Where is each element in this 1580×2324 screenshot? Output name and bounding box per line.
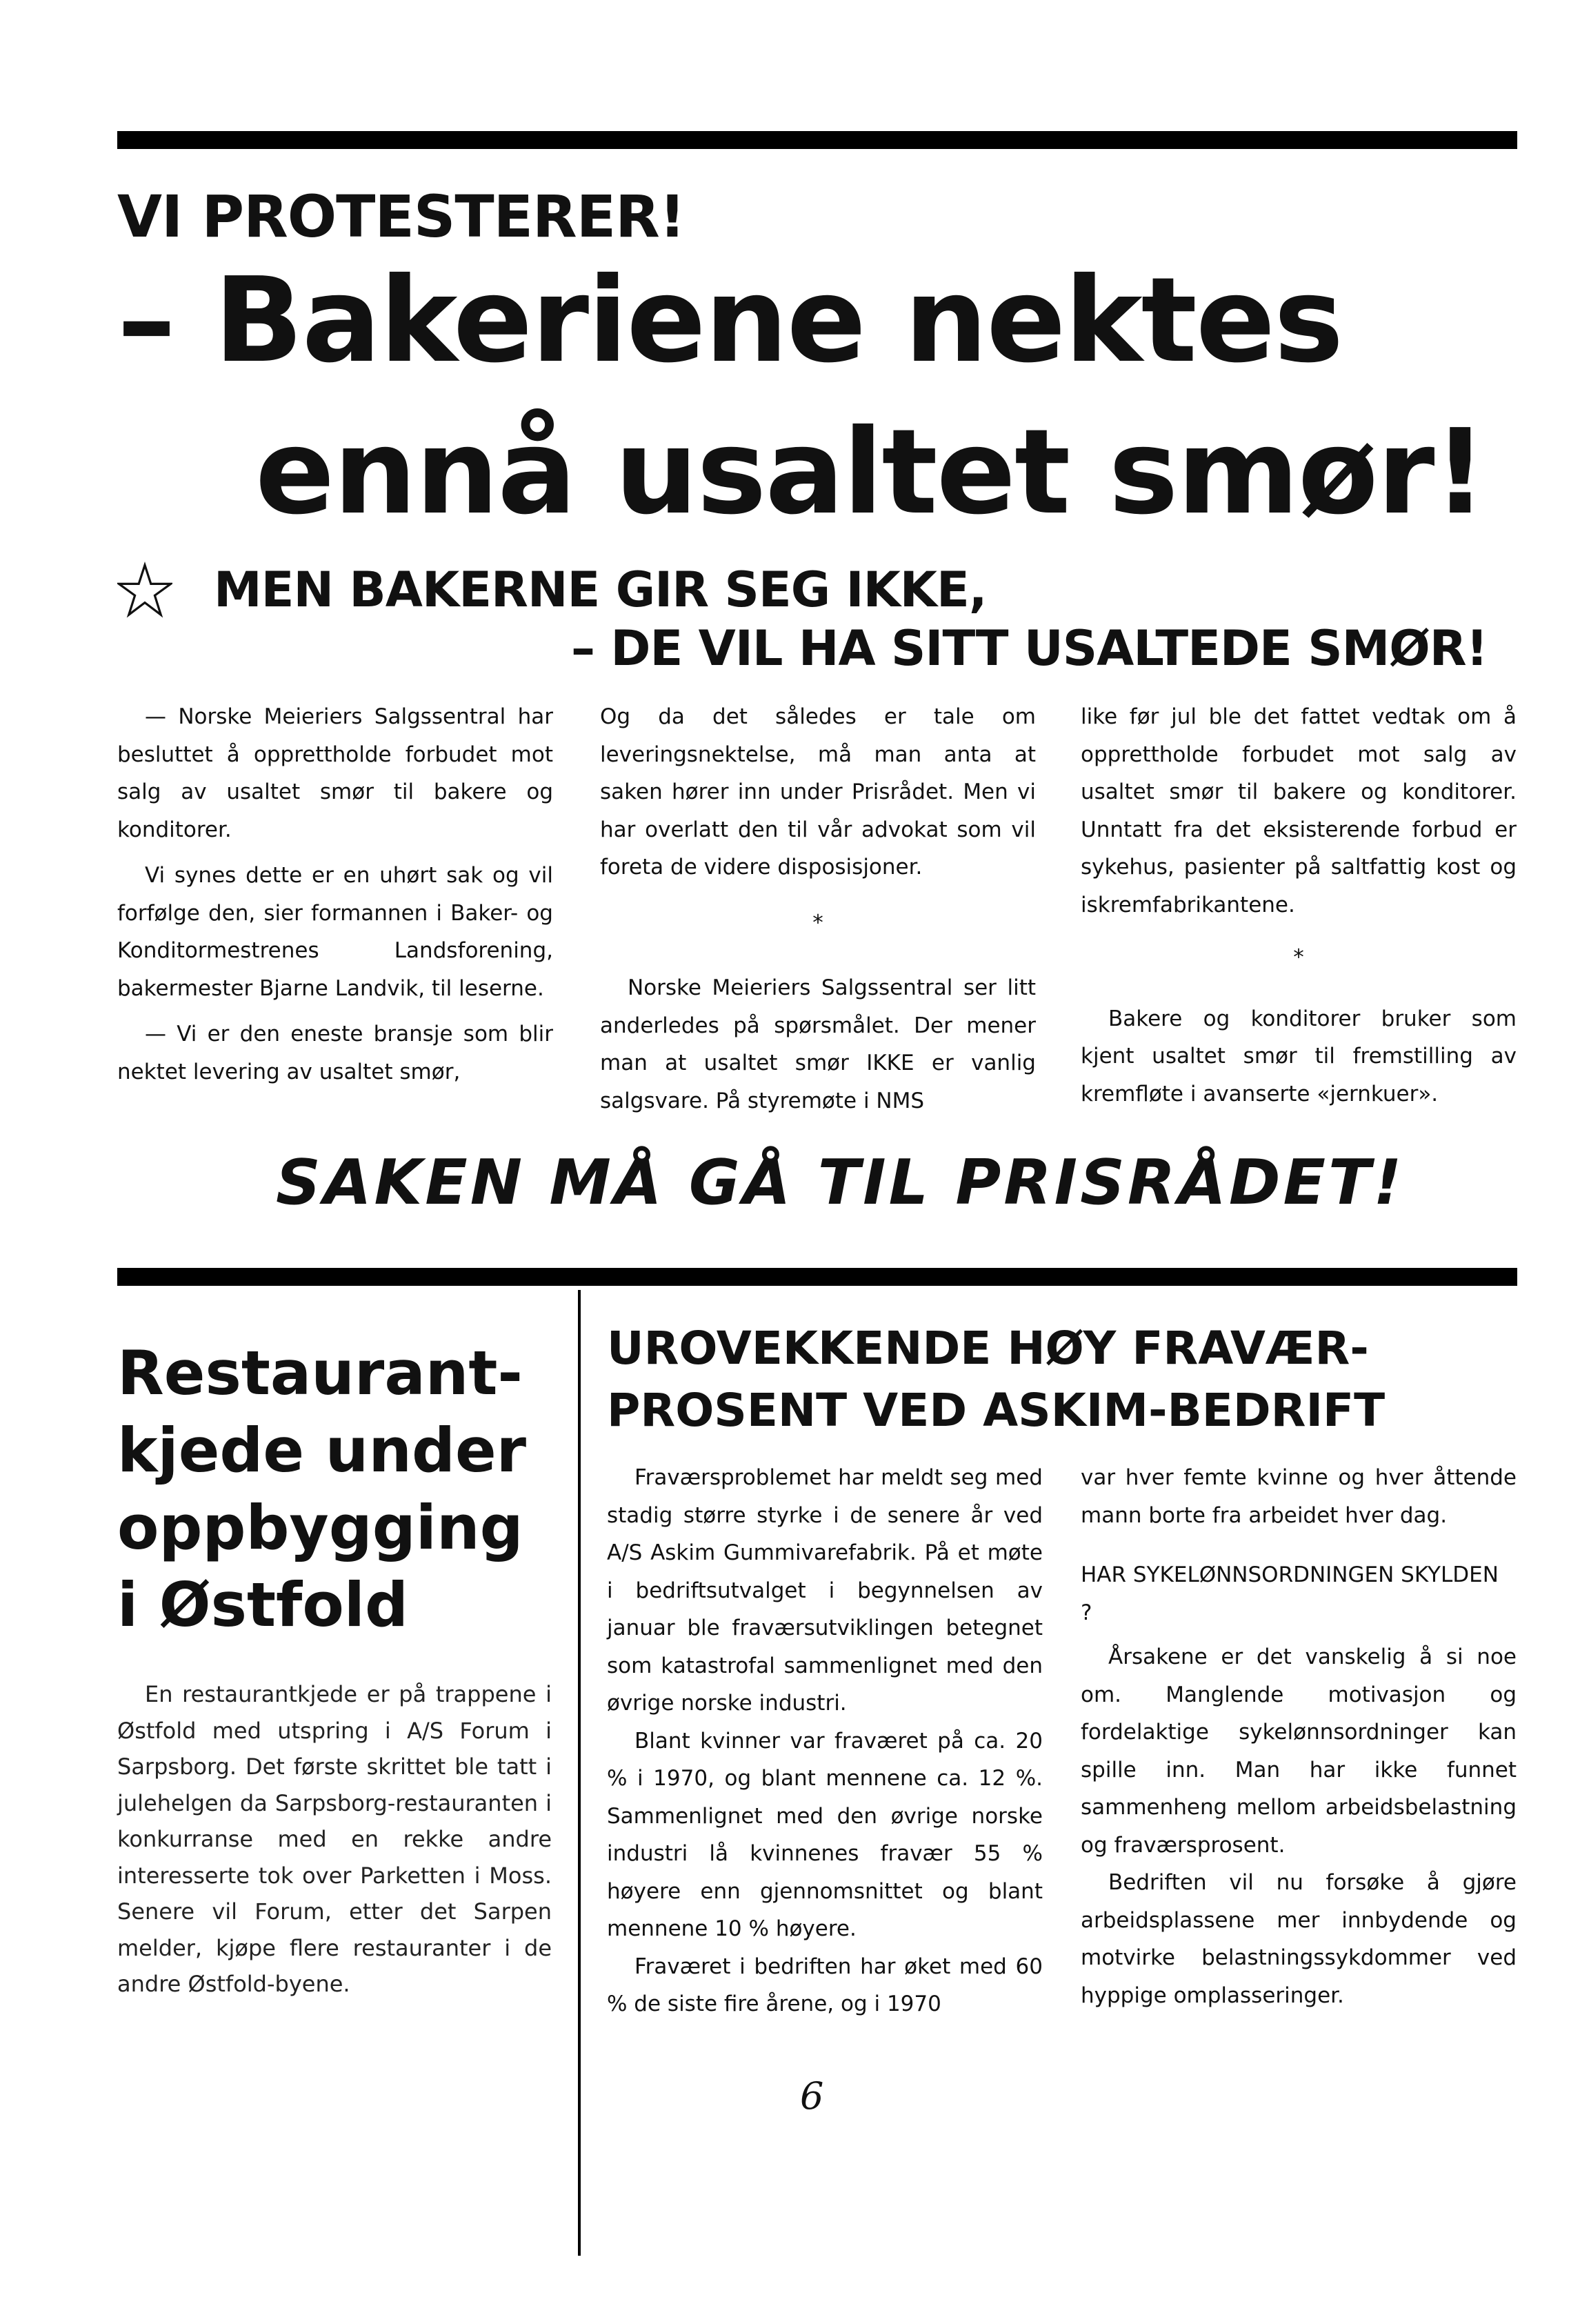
star-outline-icon xyxy=(117,562,172,619)
article3-column-1 xyxy=(607,1459,1043,2023)
paragraph: — Norske Meieriers Salgssentral har besluttet å opprettholde forbudet mot salg av usaltet smør til bakere og konditorer. xyxy=(117,704,553,842)
subheadline-line-2: – DE VIL HA SITT USALTEDE SMØR! xyxy=(571,620,1488,677)
article3-headline xyxy=(607,1318,1524,1442)
article3-column-2 xyxy=(1081,1459,1517,2014)
section-rule xyxy=(117,1268,1517,1286)
article1-column-1 xyxy=(117,698,553,1091)
paragraph: var hver femte kvinne og hver åttende mann borte fra arbeidet hver dag. xyxy=(1081,1465,1517,1528)
headline-line: UROVEKKENDE HØY FRAVÆR- xyxy=(607,1322,1369,1375)
top-rule xyxy=(117,131,1517,149)
kicker: VI PROTESTERER! xyxy=(117,183,686,250)
paragraph: — Vi er den eneste bransje som blir nektet levering av usaltet smør, xyxy=(117,1022,553,1084)
headline-line-2: ennå usaltet smør! xyxy=(255,404,1486,541)
asterisk-divider: * xyxy=(1293,945,1304,970)
headline-line: oppbygging xyxy=(117,1492,523,1563)
subheadline-line-1: MEN BAKERNE GIR SEG IKKE, xyxy=(214,562,987,618)
paragraph: like før jul ble det fattet vedtak om å opprettholde forbudet mot salg av usaltet smør til bakere og konditorer. Unntatt fra det eksisterende forbud er sykehus, pasienter på saltfattig kost og iskremfabrikantene. xyxy=(1081,704,1517,917)
banner: SAKEN MÅ GÅ TIL PRISRÅDET! xyxy=(276,1146,1405,1219)
article1-column-2 xyxy=(600,698,1036,1120)
paragraph: Bedriften vil nu forsøke å gjøre arbeidsplassene mer innbydende og motvirke belastningssykdommer ved hyppige omplasseringer. xyxy=(1081,1870,1517,2008)
headline-line-1: – Bakeriene nektes xyxy=(117,252,1343,389)
article2-headline xyxy=(117,1335,552,1644)
article2-body xyxy=(117,1676,552,2003)
headline-line: Restaurant- xyxy=(117,1338,523,1409)
column-divider xyxy=(578,1290,581,2256)
paragraph: Bakere og konditorer bruker som kjent usaltet smør til fremstilling av kremfløte i avanserte «jernkuer». xyxy=(1081,1006,1517,1106)
paragraph: Fraværsproblemet har meldt seg med stadig større styrke i de senere år ved A/S Askim Gummivarefabrik. På et møte i bedriftsutvalget i begynnelsen av januar ble fraværsutviklingen betegnet som katastrofal sammenlignet med den øvrige norske industri. xyxy=(607,1465,1043,1716)
paragraph: Årsakene er det vanskelig å si noe om. Manglende motivasjon og fordelaktige sykelønnsordninger kan spille inn. Man har ikke funnet sammenheng mellom arbeidsbelastning og fraværsprosent. xyxy=(1081,1645,1517,1858)
paragraph: Og da det således er tale om leveringsnektelse, må man anta at saken hører inn under Prisrådet. Men vi har overlatt den til vår advokat som vil foreta de videre disposisjoner. xyxy=(600,704,1036,880)
paragraph: Vi synes dette er en uhørt sak og vil forfølge den, sier formannen i Baker- og Konditormestrenes Landsforening, bakermester Bjarne Landvik, til leserne. xyxy=(117,863,553,1001)
paragraph: En restaurantkjede er på trappene i Østfold med utspring i A/S Forum i Sarpsborg. Det første skrittet ble tatt i julehelgen da Sarpsborg-restauranten i konkurranse med en rekke andre interesserte tok over Parketten i Moss. Senere vil Forum, etter det Sarpen melder, kjøpe flere restauranter i de andre Østfold-byene. xyxy=(117,1681,552,1997)
paragraph: Blant kvinner var fraværet på ca. 20 % i 1970, og blant mennene ca. 12 %. Sammenlignet med den øvrige norske industri lå kvinnenes fravær 55 % høyere enn gjennomsnittet og blant mennene 10 % høyere. xyxy=(607,1728,1043,1941)
asterisk-divider: * xyxy=(812,910,823,935)
headline-line: PROSENT VED ASKIM-BEDRIFT xyxy=(607,1384,1386,1437)
headline-line: kjede under xyxy=(117,1415,527,1486)
page-number: 6 xyxy=(800,2074,824,2118)
article1-column-3 xyxy=(1081,698,1517,1113)
paragraph: Norske Meieriers Salgssentral ser litt anderledes på spørsmålet. Der mener man at usaltet smør IKKE er vanlig salgsvare. På styremøte i NMS xyxy=(600,975,1036,1113)
headline-line: i Østfold xyxy=(117,1569,408,1640)
subheading: HAR SYKELØNNSORDNINGEN SKYLDEN ? xyxy=(1081,1562,1499,1625)
paragraph: Fraværet i bedriften har øket med 60 % de siste fire årene, og i 1970 xyxy=(607,1954,1043,2016)
